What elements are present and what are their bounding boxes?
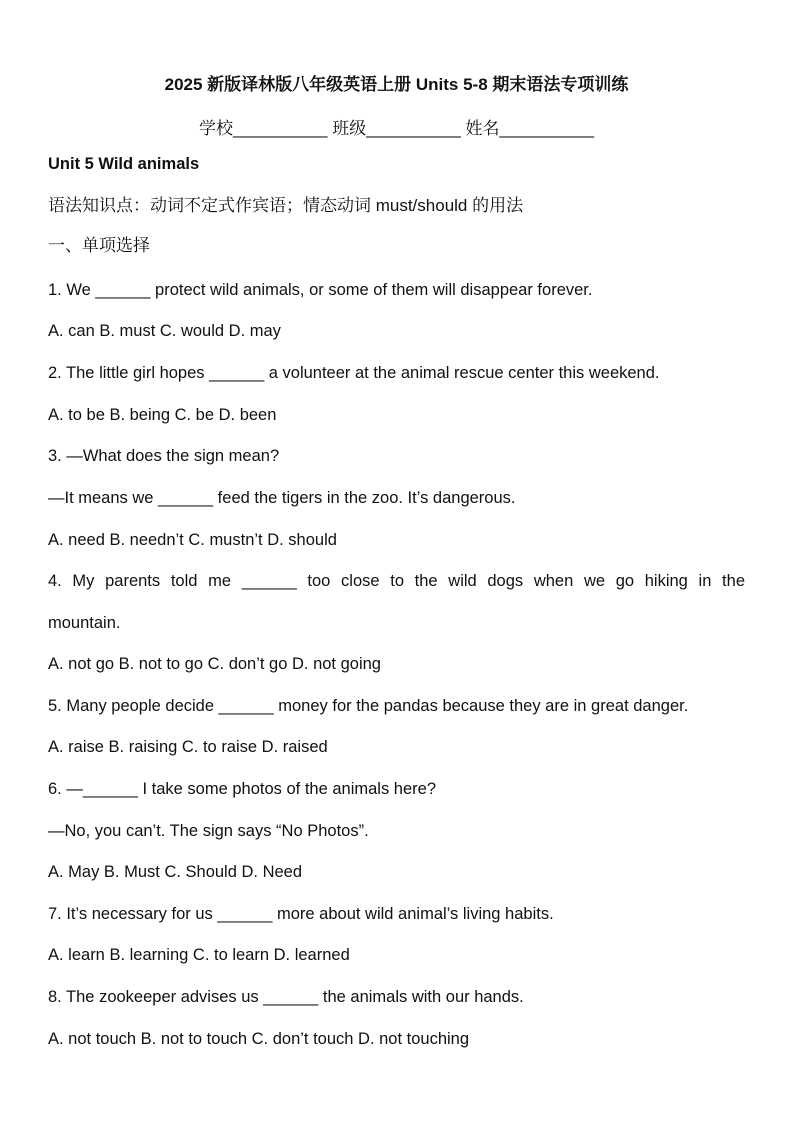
question-8-options: A. not touch B. not to touch C. don’t touch D. not touching: [48, 1030, 470, 1048]
question-7-stem: 7. It’s necessary for us ______ more about wild animal’s living habits.: [48, 905, 554, 923]
question-5-stem: 5. Many people decide ______ money for the pandas because they are in great danger.: [48, 697, 689, 715]
student-info-line: 学校__________ 班级__________ 姓名__________: [198, 119, 595, 138]
unit-heading: Unit 5 Wild animals: [48, 155, 200, 173]
question-3-options: A. need B. needn’t C. mustn’t D. should: [48, 531, 337, 549]
question-4-stem-a: 4. My parents told me ______ too close to the wild dogs when we go hiking in the: [48, 572, 745, 590]
question-3-stem-b: —It means we ______ feed the tigers in the zoo. It’s dangerous.: [48, 489, 516, 507]
document-title: 2025 新版译林版八年级英语上册 Units 5-8 期末语法专项训练: [164, 75, 629, 94]
question-3-stem-a: 3. —What does the sign mean?: [48, 447, 280, 465]
question-6-stem-a: 6. —______ I take some photos of the animals here?: [48, 780, 436, 798]
question-4-options: A. not go B. not to go C. don’t go D. not going: [48, 655, 381, 673]
question-6-options: A. May B. Must C. Should D. Need: [48, 863, 303, 881]
section-heading: 一、单项选择: [48, 236, 150, 255]
question-1-stem: 1. We ______ protect wild animals, or some of them will disappear forever.: [48, 281, 593, 299]
question-5-options: A. raise B. raising C. to raise D. raised: [48, 738, 328, 756]
question-8-stem: 8. The zookeeper advises us ______ the animals with our hands.: [48, 988, 524, 1006]
question-2-options: A. to be B. being C. be D. been: [48, 406, 277, 424]
question-4-stem-b: mountain.: [48, 614, 121, 632]
question-1-options: A. can B. must C. would D. may: [48, 322, 281, 340]
question-7-options: A. learn B. learning C. to learn D. learned: [48, 946, 350, 964]
question-2-stem: 2. The little girl hopes ______ a volunteer at the animal rescue center this weekend.: [48, 364, 660, 382]
question-6-stem-b: —No, you can’t. The sign says “No Photos”.: [48, 822, 369, 840]
grammar-point: 语法知识点：动词不定式作宾语；情态动词 must/should 的用法: [48, 196, 524, 215]
